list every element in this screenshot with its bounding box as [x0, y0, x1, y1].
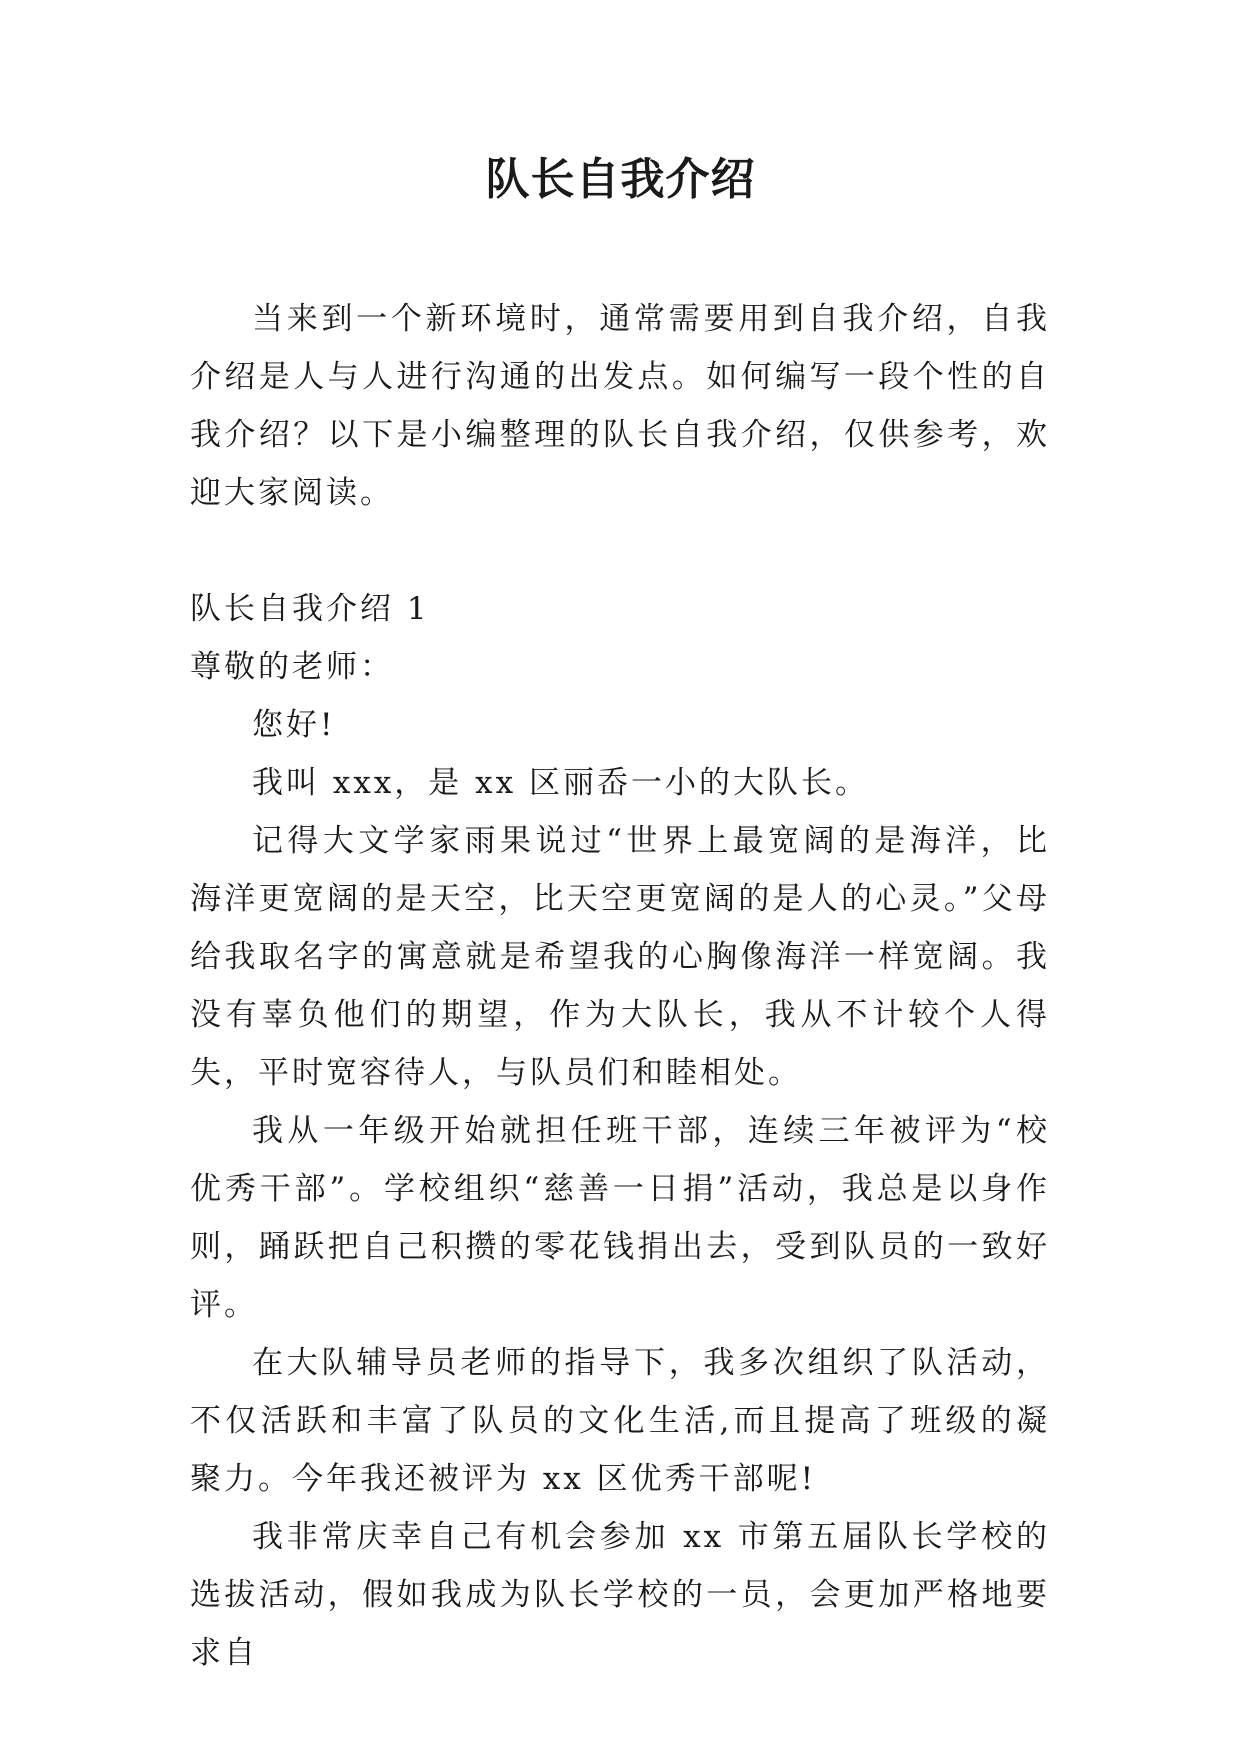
paragraph-greeting: 您好!: [252, 707, 336, 743]
salutation: 尊敬的老师：: [190, 649, 394, 685]
paragraph-selection: 我非常庆幸自己有机会参加 xx 市第五届队长学校的选拔活动，假如我成为队长学校的一员，会更加严格地要求自: [190, 1519, 1050, 1671]
document-title: 队长自我介绍: [485, 154, 756, 205]
paragraph-activities: 在大队辅导员老师的指导下，我多次组织了队活动，不仅活跃和丰富了队员的文化生活,而且提高了班级的凝聚力。今年我还被评为 xx 区优秀干部呢!: [190, 1345, 1050, 1497]
paragraph-name: 我叫 xxx，是 xx 区丽岙一小的大队长。: [252, 765, 869, 801]
paragraph-hugo-quote: 记得大文学家雨果说过“世界上最宽阔的是海洋，比海洋更宽阔的是天空，比天空更宽阔的是人的心灵。”父母给我取名字的寓意就是希望我的心胸像海洋一样宽阔。我没有辜负他们的期望，作为大队长，我从不计较个人得失，平时宽容待人，与队员们和睦相处。: [190, 823, 1050, 1091]
paragraph-class-cadre: 我从一年级开始就担任班干部，连续三年被评为“校优秀干部”。学校组织“慈善一日捐”活动，我总是以身作则，踊跃把自己积攒的零花钱捐出去，受到队员的一致好评。: [190, 1113, 1050, 1323]
document-body: [190, 290, 1050, 1682]
intro-paragraph: 当来到一个新环境时，通常需要用到自我介绍，自我介绍是人与人进行沟通的出发点。如何编写一段个性的自我介绍？以下是小编整理的队长自我介绍，仅供参考，欢迎大家阅读。: [190, 301, 1050, 511]
section-heading: 队长自我介绍 1: [190, 591, 430, 627]
